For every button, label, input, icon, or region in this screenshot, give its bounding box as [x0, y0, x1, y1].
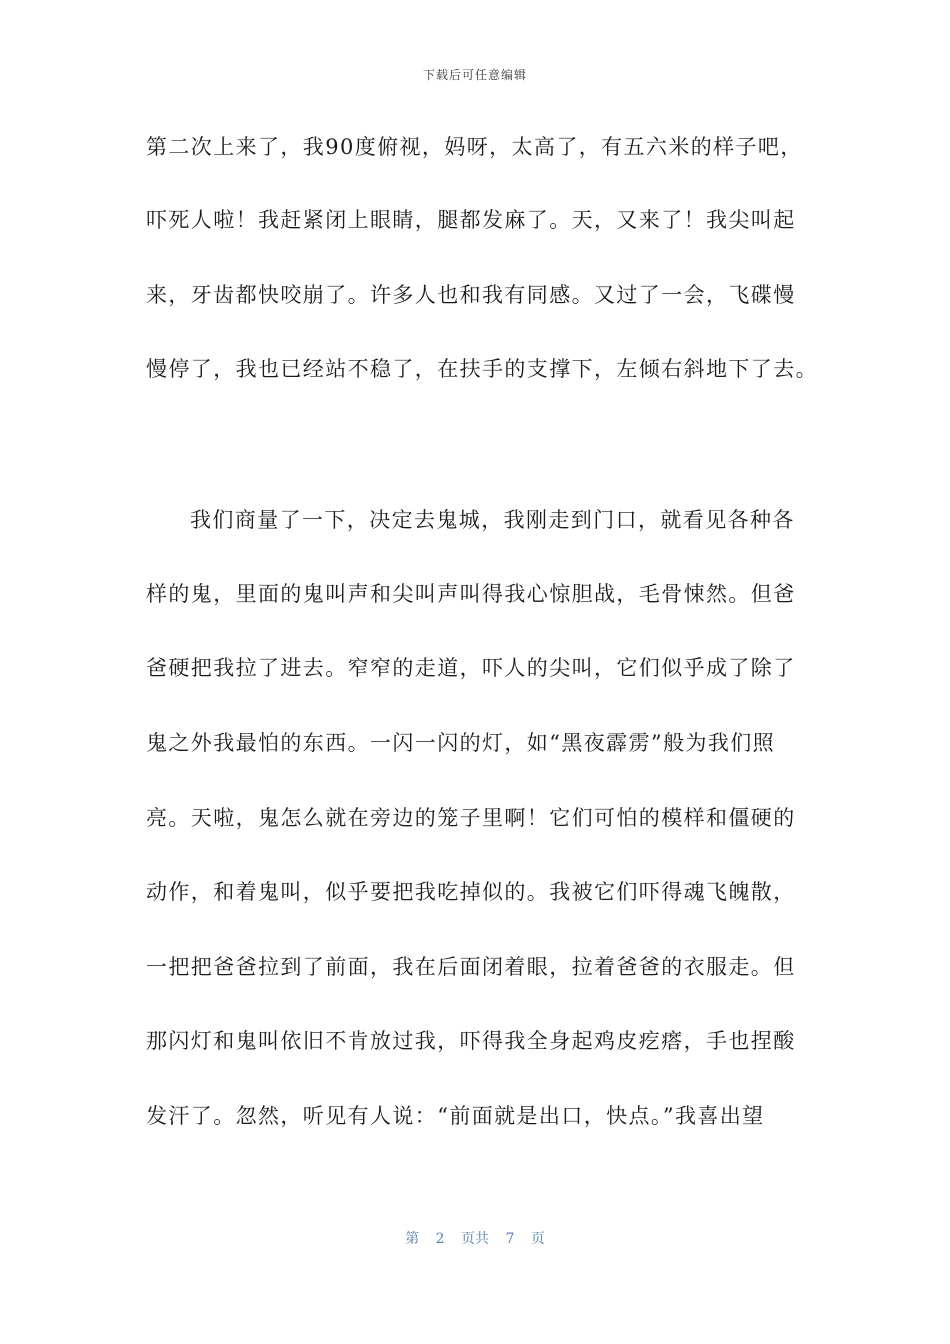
page-footer	[0, 1228, 950, 1248]
paragraph-2-line-2: 样的鬼，里面的鬼叫声和尖叫声叫得我心惊胆战，毛骨悚然。但爸	[146, 582, 796, 606]
paragraph-1-line-2: 吓死人啦！我赶紧闭上眼睛，腿都发麻了。天，又来了！我尖叫起	[146, 208, 796, 232]
paragraph-2-line-1: 我们商量了一下，决定去鬼城，我刚走到门口，就看见各种各	[190, 508, 795, 532]
paragraph-2-line-6: 动作，和着鬼叫，似乎要把我吃掉似的。我被它们吓得魂飞魄散，	[146, 880, 796, 904]
footer-prefix: 第	[405, 1231, 420, 1247]
paragraph-2-line-7: 一把把爸爸拉到了前面，我在后面闭着眼，拉着爸爸的衣服走。但	[146, 955, 796, 979]
page-header: 下载后可任意编辑	[422, 68, 527, 82]
footer-current-page: 2	[435, 1231, 445, 1247]
footer-total-pages: 7	[505, 1231, 515, 1247]
paragraph-1-line-3: 来，牙齿都快咬崩了。许多人也和我有同感。又过了一会，飞碟慢	[146, 283, 796, 307]
paragraph-1-line-1: 第二次上来了，我90度俯视，妈呀，太高了，有五六米的样子吧，	[146, 135, 803, 159]
paragraph-2-line-5: 亮。天啦，鬼怎么就在旁边的笼子里啊！它们可怕的模样和僵硬的	[146, 806, 796, 830]
paragraph-1-line-4: 慢停了，我也已经站不稳了，在扶手的支撑下，左倾右斜地下了去。	[146, 357, 818, 381]
footer-suffix: 页	[530, 1231, 545, 1247]
footer-middle: 页共	[461, 1231, 489, 1247]
paragraph-2-line-4: 鬼之外我最怕的东西。一闪一闪的灯，如“黑夜霹雳”般为我们照	[146, 731, 776, 755]
paragraph-2-line-3: 爸硬把我拉了进去。窄窄的走道，吓人的尖叫，它们似乎成了除了	[146, 656, 796, 680]
paragraph-2-line-8: 那闪灯和鬼叫依旧不肯放过我，吓得我全身起鸡皮疙瘩，手也捏酸	[146, 1029, 796, 1053]
paragraph-2-line-9: 发汗了。忽然，听见有人说：“前面就是出口，快点。”我喜出望	[146, 1104, 765, 1128]
